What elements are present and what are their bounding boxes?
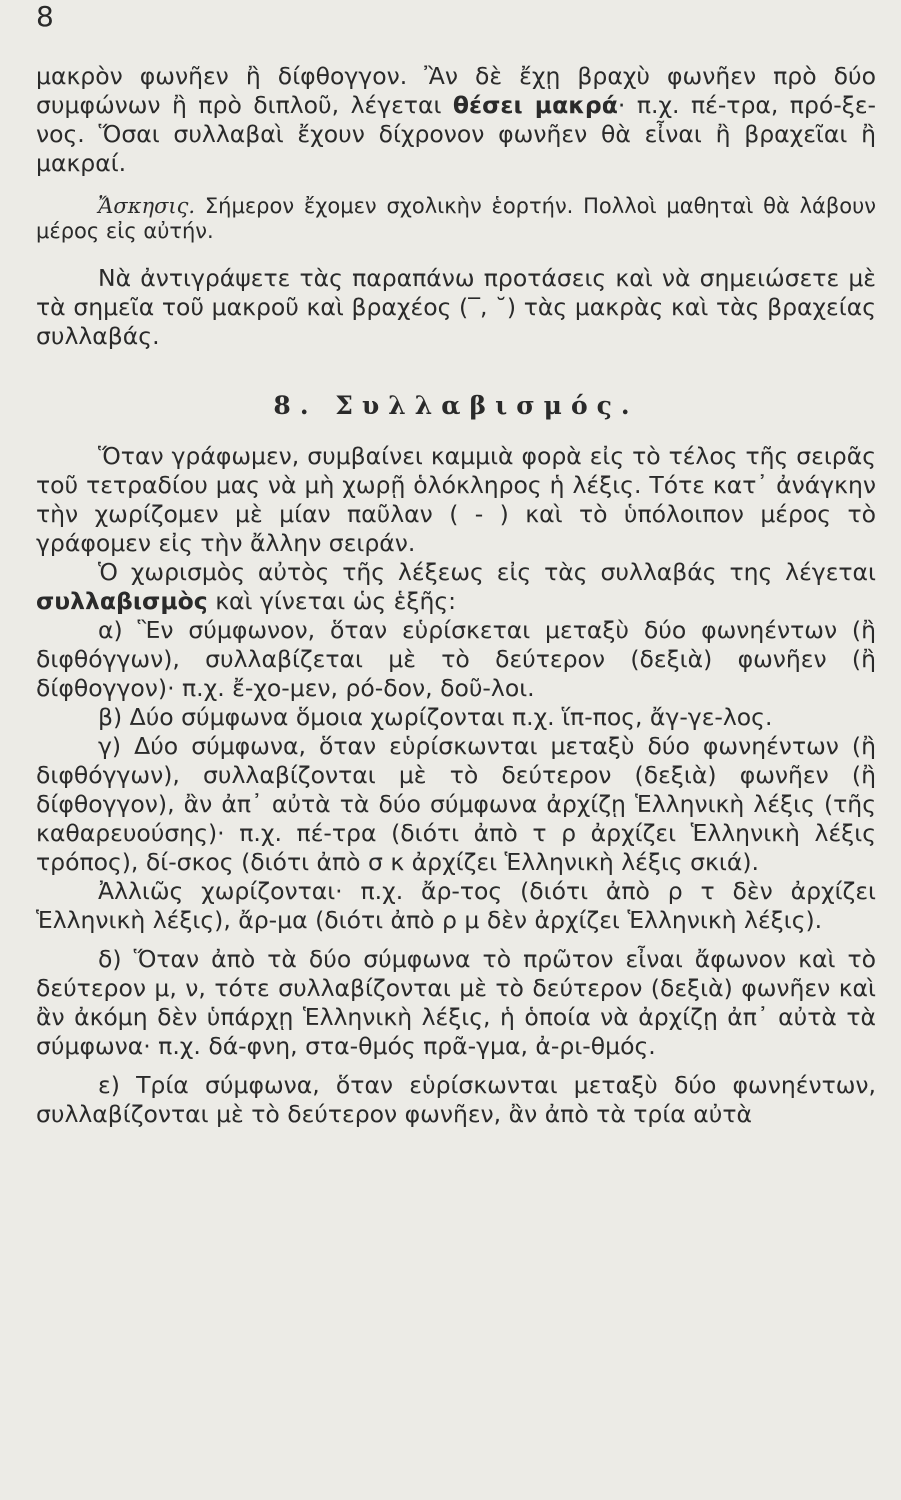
intro-paragraph (36, 62, 876, 178)
rule-c-continued: Ἀλλιῶς χωρίζονται· π.χ. ἄρ-τος (διότι ἀπὸ ρ τ δὲν ἀρχίζει Ἑλληνικὴ λέξις), ἄρ-μα (διότι ἀπὸ ρ μ δὲν ἀρχίζει Ἑλληνικὴ λέξις). (36, 877, 876, 934)
section-heading: 8. Συλλαβισμός. (273, 391, 639, 420)
paragraph-2-term: συλλαβισμὸς (36, 587, 208, 615)
exercise-text: Σήμερον ἔχομεν σχολικὴν ἑορτήν. Πολλοὶ μαθηταὶ θὰ λάβουν μέρος εἰς αὐτήν. (36, 194, 876, 243)
exercise-paragraph (36, 194, 876, 244)
rule-e: ε) Τρία σύμφωνα, ὅταν εὑρίσκωνται μεταξὺ δύο φωνηέντων, συλλαβίζονται μὲ τὸ δεύτερον φωνῆεν, ἂν ἀπὸ τὰ τρία αὐτὰ (36, 1071, 876, 1128)
paragraph-2-text-2: καὶ γίνεται ὡς ἑξῆς: (207, 587, 457, 615)
rule-b: β) Δύο σύμφωνα ὅμοια χωρίζονται π.χ. ἵπ-πος, ἄγ-γε-λος. (98, 703, 773, 731)
intro-term: θέσει μακρά (452, 91, 618, 119)
rule-c: γ) Δύο σύμφωνα, ὅταν εὑρίσκωνται μεταξὺ δύο φωνηέντων (ἢ διφθόγγων), συλλαβίζονται μὲ τὸ δεύτερον (δεξιὰ) φωνῆεν (ἢ δίφθογγον), ἂν ἀπ᾽ αὐτὰ τὰ δύο σύμφωνα ἀρχίζῃ Ἑλληνικὴ λέξις (τῆς καθαρευούσης)· π.χ. πέ-τρα (διότι ἀπὸ τ ρ ἀρχίζει Ἑλληνικὴ λέξις τρόπος), δί-σκος (διότι ἀπὸ σ κ ἀρχίζει Ἑλληνικὴ λέξις σκιά). (36, 732, 876, 876)
paragraph-1: Ὅταν γράφωμεν, συμβαίνει καμμιὰ φορὰ εἰς τὸ τέλος τῆς σειρᾶς τοῦ τετραδίου μας νὰ μὴ χωρῇ ὁλόκληρος ἡ λέξις. Τότε κατ᾽ ἀνάγκην τὴν χωρίζομεν μὲ μίαν παῦλαν ( - ) καὶ τὸ ὑπόλοιπον μέρος τὸ γράφομεν εἰς τὴν ἄλλην σειράν. (36, 442, 876, 557)
page-number: 8 (36, 0, 54, 33)
rule-a: α) Ἓν σύμφωνον, ὅταν εὑρίσκεται μεταξὺ δύο φωνηέντων (ἢ διφθόγγων), συλλαβίζεται μὲ τὸ δεύτερον (δεξιὰ) φωνῆεν (ἢ δίφθογγον)· π.χ. ἔ-χο-μεν, ρό-δον, δοῦ-λοι. (36, 616, 876, 702)
intro-text-1: μακρὸν φωνῆεν ἢ δίφθογγον. Ἂν δὲ ἔχῃ βραχὺ φωνῆεν πρὸ δύο συμφώνων ἢ πρὸ διπλοῦ, λέγεται (36, 62, 876, 119)
paragraph-2-text-1: Ὁ χωρισμὸς αὐτὸς τῆς λέξεως εἰς τὰς συλλαβάς της λέγεται (98, 558, 876, 586)
paragraph-2 (36, 558, 876, 616)
exercise-label: Ἄσκησις. (98, 194, 196, 218)
page-body (36, 62, 876, 1129)
intro-text-2: · π.χ. πέ-τρα, πρό-ξε-νος. Ὅσαι συλλαβαὶ ἔχουν δίχρονον φωνῆεν θὰ εἶναι ἢ βραχεῖαι ἢ μακραί. (36, 91, 876, 177)
instruction-paragraph: Νὰ ἀντιγράψετε τὰς παραπάνω προτάσεις καὶ νὰ σημειώσετε μὲ τὰ σημεῖα τοῦ μακροῦ καὶ βραχέος (‾, ˘) τὰς μακρὰς καὶ τὰς βραχείας συλλαβάς. (36, 264, 876, 350)
rule-d: δ) Ὅταν ἀπὸ τὰ δύο σύμφωνα τὸ πρῶτον εἶναι ἄφωνον καὶ τὸ δεύτερον μ, ν, τότε συλλαβίζονται μὲ τὸ δεύτερον (δεξιὰ) φωνῆεν καὶ ἂν ἀκόμη δὲν ὑπάρχῃ Ἑλληνικὴ λέξις, ἡ ὁποία νὰ ἀρχίζῃ ἀπ᾽ αὐτὰ τὰ σύμφωνα· π.χ. δά-φνη, στα-θμός πρᾶ-γμα, ἀ-ρι-θμός. (36, 945, 876, 1060)
